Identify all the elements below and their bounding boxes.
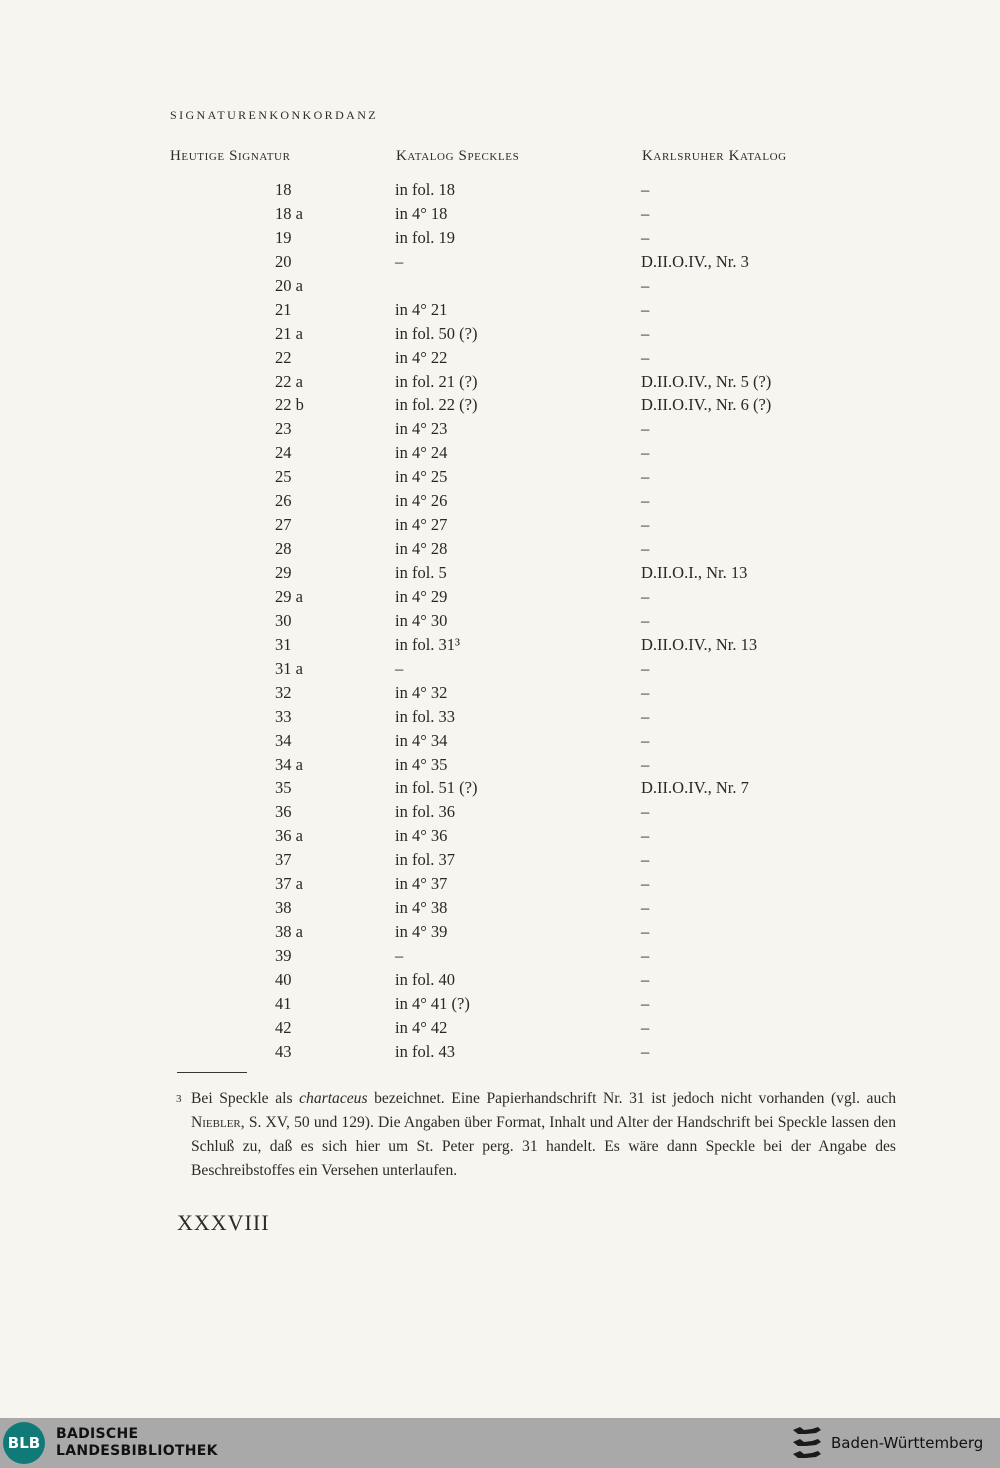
cell-speckle: in 4° 42: [395, 1017, 448, 1037]
footnote: [176, 1087, 896, 1183]
cell-signatur: 37: [275, 850, 292, 870]
blb-logo-icon[interactable]: BLB: [3, 1422, 45, 1464]
cell-signatur: 21: [275, 299, 292, 319]
cell-speckle: in fol. 19: [395, 227, 456, 247]
cell-signatur: 33: [275, 706, 292, 726]
cell-karlsruhe: –: [641, 1041, 650, 1061]
cell-karlsruhe: –: [641, 850, 650, 870]
cell-speckle: in fol. 18: [395, 180, 456, 199]
cell-karlsruhe: –: [641, 730, 650, 750]
cell-signatur: 43: [275, 1041, 292, 1061]
table-row: [0, 515, 1000, 539]
cell-karlsruhe: –: [641, 539, 650, 559]
table-row: [0, 348, 1000, 372]
cell-signatur: 34 a: [275, 754, 303, 774]
cell-karlsruhe: –: [641, 227, 650, 247]
cell-signatur: 31 a: [275, 658, 303, 678]
cell-signatur: 28: [275, 539, 292, 559]
cell-signatur: 21 a: [275, 323, 303, 343]
cell-speckle: in 4° 23: [395, 419, 448, 439]
cell-speckle: in 4° 22: [395, 347, 448, 367]
viewer-footer: [0, 1418, 1000, 1468]
table-row: [0, 1042, 1000, 1066]
table-row: [0, 659, 1000, 683]
cell-speckle: in 4° 29: [395, 586, 448, 606]
cell-speckle: in 4° 37: [395, 874, 448, 894]
cell-karlsruhe: –: [641, 874, 650, 894]
table-row: [0, 419, 1000, 443]
cell-signatur: 22 a: [275, 371, 303, 391]
cell-karlsruhe: –: [641, 898, 650, 918]
footnote-italic: chartaceus: [299, 1090, 368, 1107]
cell-karlsruhe: –: [641, 1017, 650, 1037]
table-row: [0, 731, 1000, 755]
cell-speckle: in 4° 32: [395, 682, 448, 702]
cell-karlsruhe: D.II.O.IV., Nr. 3: [641, 251, 749, 271]
cell-signatur: 24: [275, 443, 292, 463]
cell-signatur: 22: [275, 347, 292, 367]
cell-signatur: 36: [275, 802, 292, 822]
cell-speckle: in 4° 34: [395, 730, 448, 750]
cell-karlsruhe: –: [641, 275, 650, 295]
table-row: [0, 946, 1000, 970]
cell-signatur: 23: [275, 419, 292, 439]
cell-signatur: 18 a: [275, 203, 303, 223]
footnote-rule: [177, 1072, 247, 1073]
cell-speckle: –: [395, 946, 404, 965]
table-row: [0, 778, 1000, 802]
footnote-mark: 3: [176, 1093, 182, 1105]
cell-karlsruhe: –: [641, 802, 650, 822]
cell-speckle: in 4° 38: [395, 898, 448, 918]
baden-wuerttemberg-lions-icon[interactable]: [790, 1424, 824, 1462]
table-row: [0, 491, 1000, 515]
table-row: [0, 994, 1000, 1018]
column-header-katalog-speckles: Katalog Speckles: [396, 148, 520, 164]
cell-karlsruhe: –: [641, 180, 650, 199]
table-row: [0, 683, 1000, 707]
table-row: [0, 874, 1000, 898]
cell-speckle: in fol. 40: [395, 969, 456, 989]
cell-karlsruhe: D.II.O.I., Nr. 13: [641, 563, 748, 582]
cell-signatur: 26: [275, 491, 292, 511]
footnote-author: Niebler: [191, 1114, 241, 1131]
library-name[interactable]: BADISCHE LANDESBIBLIOTHEK: [56, 1426, 218, 1459]
cell-signatur: 22 b: [275, 395, 304, 415]
table-row: [0, 252, 1000, 276]
concordance-table: [0, 180, 1000, 1066]
table-row: [0, 802, 1000, 826]
cell-karlsruhe: –: [641, 946, 650, 965]
cell-karlsruhe: –: [641, 922, 650, 942]
table-row: [0, 372, 1000, 396]
table-row: [0, 755, 1000, 779]
cell-speckle: in fol. 37: [395, 850, 456, 870]
cell-speckle: in fol. 31³: [395, 634, 460, 654]
table-row: [0, 587, 1000, 611]
cell-signatur: 20: [275, 251, 292, 271]
column-header-heutige-signatur: Heutige Signatur: [170, 148, 291, 164]
table-row: [0, 1018, 1000, 1042]
table-row: [0, 707, 1000, 731]
cell-speckle: –: [395, 658, 404, 678]
cell-karlsruhe: –: [641, 467, 650, 487]
table-row: [0, 826, 1000, 850]
cell-speckle: in 4° 36: [395, 826, 448, 846]
cell-speckle: in 4° 27: [395, 515, 448, 535]
footnote-text: Bei Speckle als chartaceus bezeichnet. Eine Papierhandschrift Nr. 31 ist jedoch nicht vorhanden (vgl. auch Niebler, S. XV, 50 und 129). Die Angaben über Format, Inhalt und Alter der Handschrift bei Speckle lassen den Schluß zu, daß es sich hier um St. Peter perg. 31 handelt. Es wäre dann Speckle bei der Angabe des Beschreibstoffes ein Versehen unterlaufen.: [191, 1090, 896, 1179]
cell-speckle: in 4° 35: [395, 754, 448, 774]
cell-speckle: in fol. 50 (?): [395, 323, 478, 343]
cell-signatur: 29 a: [275, 586, 303, 606]
cell-karlsruhe: D.II.O.IV., Nr. 5 (?): [641, 371, 772, 391]
table-row: [0, 563, 1000, 587]
cell-karlsruhe: –: [641, 323, 650, 343]
cell-signatur: 38 a: [275, 922, 303, 942]
cell-speckle: in 4° 24: [395, 443, 448, 463]
page-number: XXXVIII: [177, 1210, 270, 1235]
cell-speckle: in fol. 22 (?): [395, 395, 478, 415]
cell-karlsruhe: –: [641, 491, 650, 511]
cell-karlsruhe: –: [641, 682, 650, 702]
cell-speckle: in 4° 18: [395, 203, 448, 223]
cell-signatur: 38: [275, 898, 292, 918]
cell-karlsruhe: –: [641, 658, 650, 678]
cell-signatur: 41: [275, 993, 292, 1013]
table-row: [0, 898, 1000, 922]
table-row: [0, 635, 1000, 659]
cell-karlsruhe: –: [641, 203, 650, 223]
cell-karlsruhe: –: [641, 706, 650, 726]
table-row: [0, 180, 1000, 204]
state-name[interactable]: Baden-Württemberg: [831, 1434, 984, 1452]
cell-karlsruhe: –: [641, 826, 650, 846]
cell-signatur: 40: [275, 969, 292, 989]
cell-speckle: in 4° 39: [395, 922, 448, 942]
cell-speckle: in fol. 33: [395, 706, 456, 726]
cell-karlsruhe: –: [641, 969, 650, 989]
cell-signatur: 27: [275, 515, 292, 535]
cell-speckle: in 4° 28: [395, 539, 448, 559]
cell-signatur: 30: [275, 610, 292, 630]
cell-speckle: in 4° 21: [395, 299, 448, 319]
table-row: [0, 611, 1000, 635]
cell-signatur: 29: [275, 563, 292, 582]
cell-speckle: in fol. 21 (?): [395, 371, 478, 391]
cell-signatur: 18: [275, 180, 292, 199]
cell-speckle: in fol. 5: [395, 563, 447, 582]
cell-signatur: 35: [275, 778, 292, 798]
cell-speckle: in fol. 36: [395, 802, 456, 822]
table-row: [0, 395, 1000, 419]
cell-karlsruhe: –: [641, 299, 650, 319]
cell-signatur: 36 a: [275, 826, 303, 846]
cell-karlsruhe: –: [641, 419, 650, 439]
table-row: [0, 539, 1000, 563]
cell-signatur: 34: [275, 730, 292, 750]
cell-karlsruhe: –: [641, 443, 650, 463]
cell-speckle: in fol. 43: [395, 1041, 456, 1061]
cell-signatur: 42: [275, 1017, 292, 1037]
cell-speckle: in 4° 30: [395, 610, 448, 630]
cell-speckle: in 4° 41 (?): [395, 993, 470, 1013]
cell-signatur: 19: [275, 227, 292, 247]
table-row: [0, 970, 1000, 994]
cell-signatur: 25: [275, 467, 292, 487]
cell-speckle: –: [395, 251, 404, 271]
table-row: [0, 467, 1000, 491]
cell-speckle: in 4° 25: [395, 467, 448, 487]
column-header-karlsruher-katalog: Karlsruher Katalog: [642, 148, 787, 164]
cell-karlsruhe: –: [641, 515, 650, 535]
running-head: SIGNATURENKONKORDANZ: [170, 108, 378, 122]
cell-signatur: 31: [275, 634, 292, 654]
table-row: [0, 276, 1000, 300]
cell-karlsruhe: –: [641, 347, 650, 367]
cell-karlsruhe: D.II.O.IV., Nr. 7: [641, 778, 749, 798]
cell-karlsruhe: –: [641, 610, 650, 630]
cell-signatur: 20 a: [275, 275, 303, 295]
cell-signatur: 39: [275, 946, 292, 965]
cell-karlsruhe: D.II.O.IV., Nr. 13: [641, 634, 758, 654]
table-row: [0, 204, 1000, 228]
table-row: [0, 850, 1000, 874]
table-row: [0, 324, 1000, 348]
cell-signatur: 32: [275, 682, 292, 702]
table-row: [0, 443, 1000, 467]
cell-karlsruhe: –: [641, 586, 650, 606]
cell-signatur: 37 a: [275, 874, 303, 894]
cell-karlsruhe: –: [641, 754, 650, 774]
table-row: [0, 300, 1000, 324]
table-row: [0, 228, 1000, 252]
cell-karlsruhe: D.II.O.IV., Nr. 6 (?): [641, 395, 772, 415]
cell-speckle: in 4° 26: [395, 491, 448, 511]
cell-karlsruhe: –: [641, 993, 650, 1013]
cell-speckle: in fol. 51 (?): [395, 778, 478, 798]
table-row: [0, 922, 1000, 946]
